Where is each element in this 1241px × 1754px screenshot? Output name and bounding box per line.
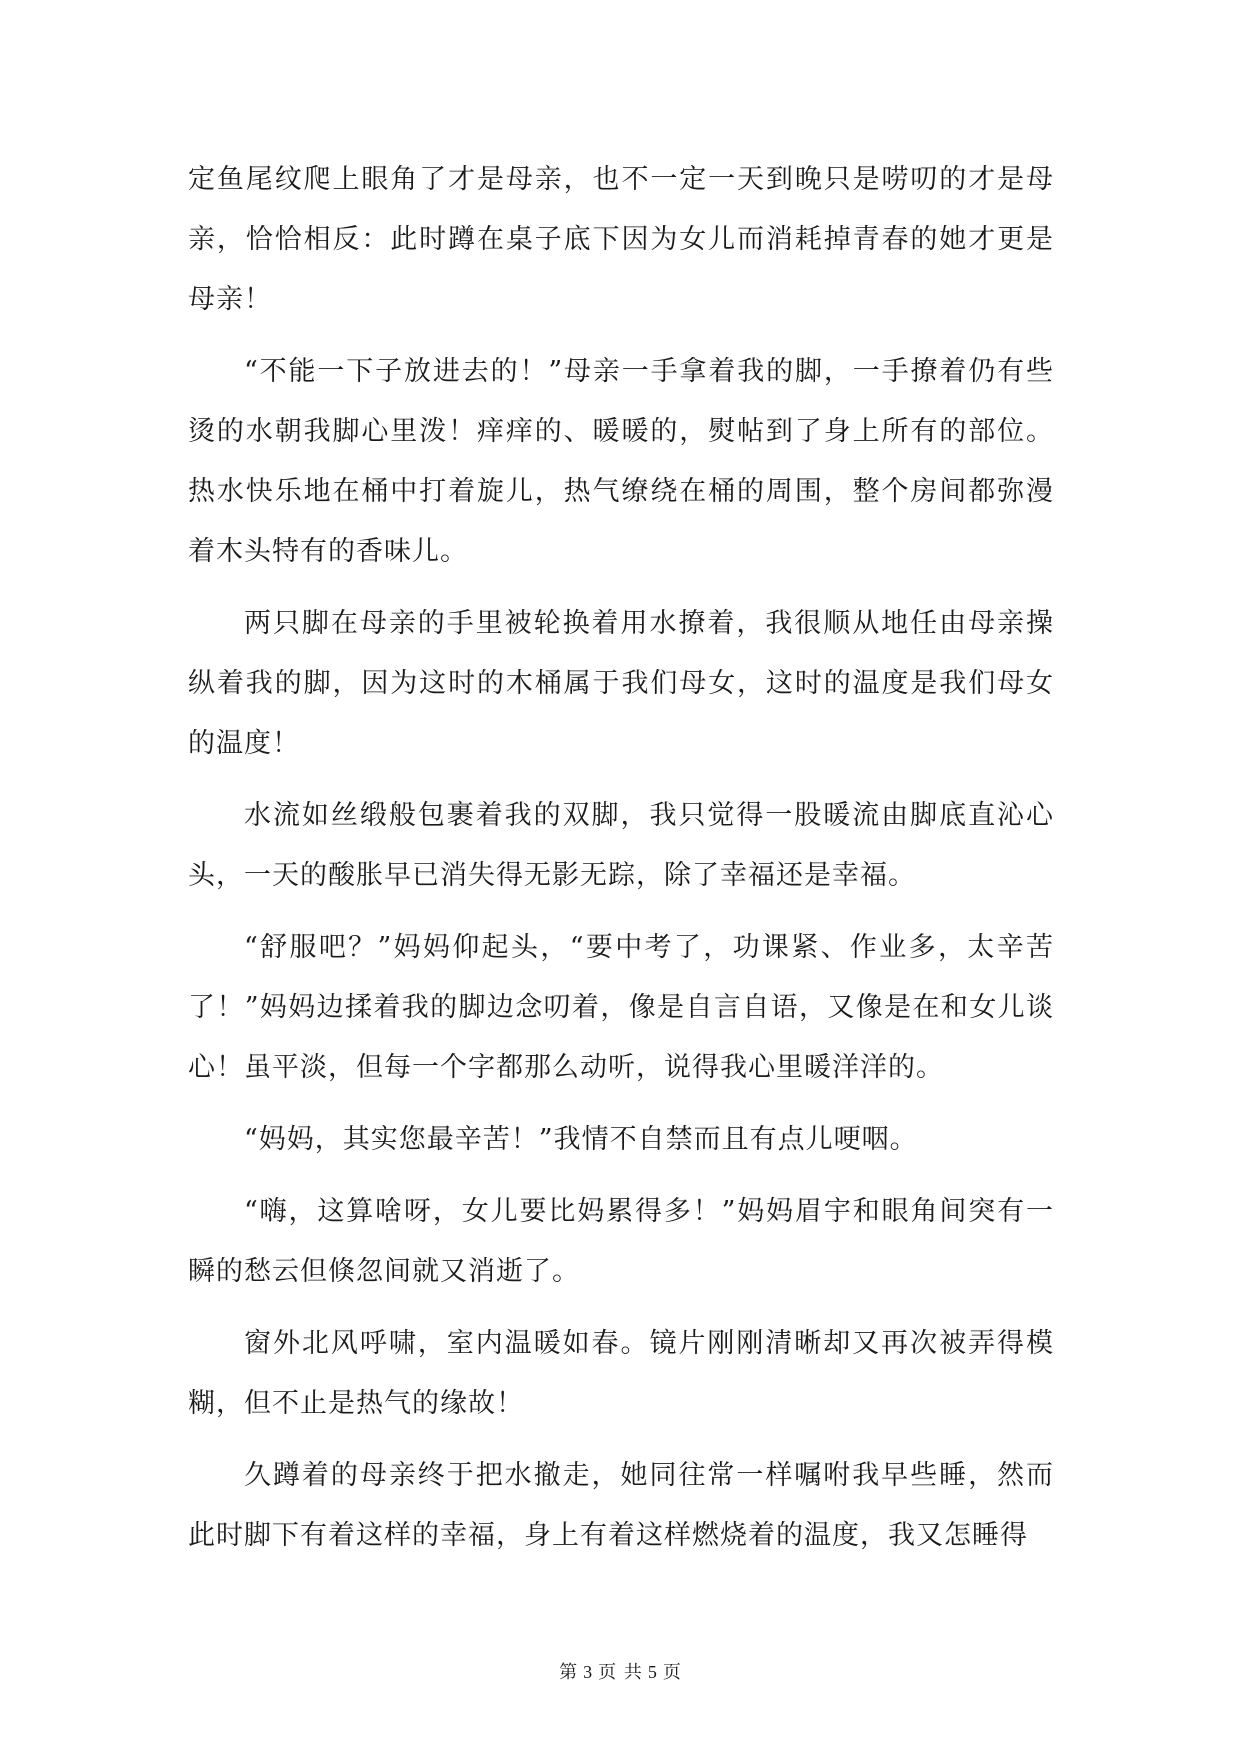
paragraph-5: “舒服吧？”妈妈仰起头，“要中考了，功课紧、作业多，太辛苦了！”妈妈边揉着我的脚边念叨着，像是自言自语，又像是在和女儿谈心！虽平淡，但每一个字都那么动听，说得我心里暖洋洋的。 xyxy=(188,932,1054,1083)
paragraph-7: “嗨，这算啥呀，女儿要比妈累得多！”妈妈眉宇和眼角间突有一瞬的愁云但倏忽间就又消逝了。 xyxy=(188,1196,1054,1287)
paragraph-1: 定鱼尾纹爬上眼角了才是母亲，也不一定一天到晚只是唠叨的才是母亲，恰恰相反：此时蹲在桌子底下因为女儿而消耗掉青春的她才更是母亲！ xyxy=(188,164,1054,315)
footer-total-pages: 5 xyxy=(647,1662,658,1682)
footer-prefix: 第 xyxy=(559,1662,579,1683)
paragraph-6: “妈妈，其实您最辛苦！”我情不自禁而且有点儿哽咽。 xyxy=(244,1124,918,1155)
footer-middle: 页 共 xyxy=(598,1662,643,1683)
paragraph-3: 两只脚在母亲的手里被轮换着用水撩着，我很顺从地任由母亲操纵着我的脚，因为这时的木桶属于我们母女，这时的温度是我们母女的温度！ xyxy=(188,608,1054,759)
paragraph-4: 水流如丝缎般包裹着我的双脚，我只觉得一股暖流由脚底直沁心头，一天的酸胀早已消失得无影无踪，除了幸福还是幸福。 xyxy=(188,800,1054,891)
page-footer xyxy=(0,1658,1241,1684)
paragraph-9: 久蹲着的母亲终于把水撤走，她同往常一样嘱咐我早些睡，然而此时脚下有着这样的幸福，身上有着这样燃烧着的温度，我又怎睡得 xyxy=(188,1460,1054,1551)
paragraph-2: “不能一下子放进去的！”母亲一手拿着我的脚，一手撩着仍有些烫的水朝我脚心里泼！痒痒的、暖暖的，熨帖到了身上所有的部位。热水快乐地在桶中打着旋儿，热气缭绕在桶的周围，整个房间都弥漫着木头特有的香味儿。 xyxy=(188,356,1054,567)
footer-page-number: 3 xyxy=(583,1662,594,1682)
footer-suffix: 页 xyxy=(662,1662,682,1683)
paragraph-8: 窗外北风呼啸，室内温暖如春。镜片刚刚清晰却又再次被弄得模糊，但不止是热气的缘故！ xyxy=(188,1328,1054,1419)
body-text xyxy=(188,150,1054,1578)
